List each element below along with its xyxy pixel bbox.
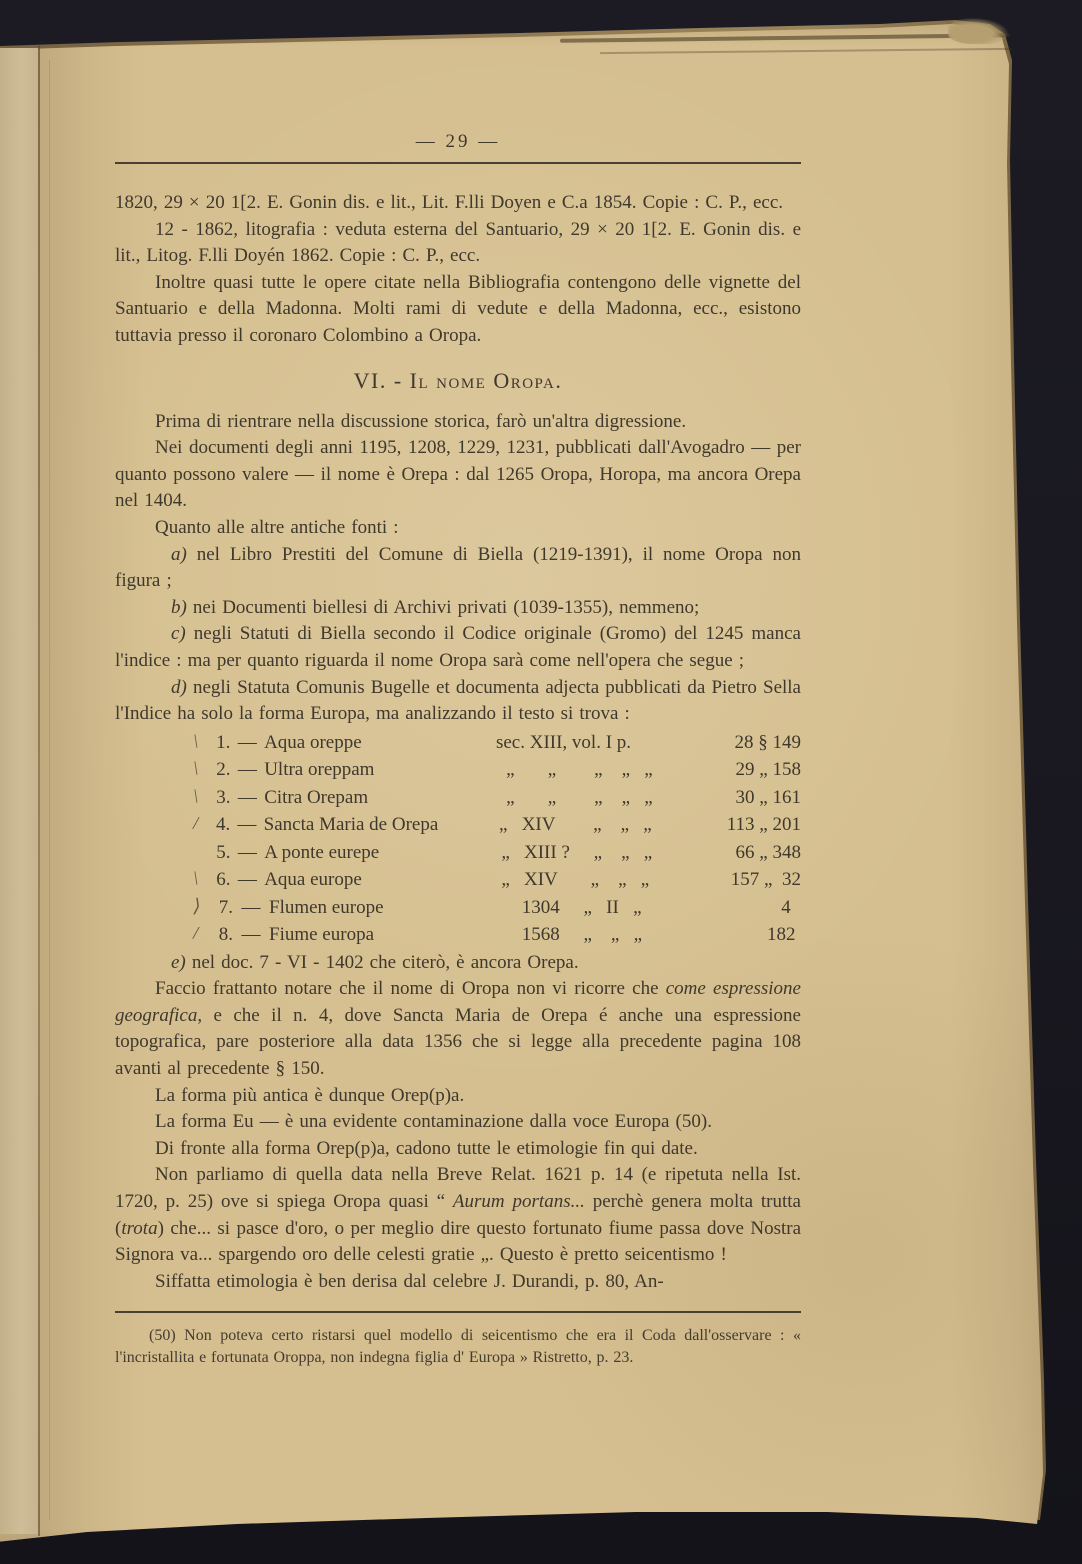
citation-row	[193, 784, 801, 812]
row-name: Sancta Maria de Orepa	[263, 814, 439, 836]
item-text: nel Libro Prestiti del Comune di Biella (1219-1391), il nome Oropa non figura ;	[115, 543, 801, 592]
item-letter: d)	[171, 676, 187, 698]
rough-page-corner	[948, 18, 1008, 44]
citation-row	[193, 839, 801, 867]
row-dash: —	[241, 924, 261, 946]
item-text: negli Statuti di Biella secondo il Codice originale (Gromo) del 1245 manca l'indice : ma per quanto riguarda il nome Oropa sarà come nell'opera che segue ;	[115, 623, 801, 671]
text-segment: perchè genera molta trutta (	[115, 1191, 801, 1239]
text-segment: Non parliamo di quella data nella Breve Relat. 1621 p. 14 (e ripetuta nella Ist. 1720, p. 25) ove si spiega Oropa quasi “	[115, 1164, 801, 1213]
row-dash: —	[237, 759, 257, 781]
citation-row	[193, 729, 801, 757]
row-reference: sec. XIII, vol. I p.	[495, 731, 632, 753]
row-pages: 157 „ 32	[730, 869, 801, 891]
binding-crease-faint	[49, 60, 50, 1520]
row-number: 6.	[216, 869, 231, 891]
row-number: 2.	[216, 759, 231, 781]
pen-mark: ⟩	[191, 895, 203, 918]
row-name: Ultra oreppam	[264, 759, 375, 781]
paragraph: Nei documenti degli anni 1195, 1208, 1229, 1231, pubblicati dall'Avogadro — per quanto possono valere — il nome è Orepa : dal 1265 Oropa, Horopa, ma ancora Orepa nel 1404.	[115, 437, 801, 512]
pen-mark: \	[191, 785, 201, 808]
citation-list	[193, 729, 801, 949]
row-dash: —	[237, 841, 257, 863]
row-dash: —	[237, 869, 257, 891]
italic-segment: come espressione geografica	[115, 978, 801, 1026]
header-rule	[115, 162, 801, 164]
pen-mark: \	[191, 868, 201, 890]
text-segment: ) che... si pasce d'oro, o per meglio dire questo fortunato fiume passa dove Nostra Signora va... spargendo oro delle celesti gratie „. Questo è pretto seicentismo !	[115, 1217, 801, 1266]
row-pages: 113 „ 201	[726, 814, 801, 836]
body-text	[115, 190, 801, 1295]
paragraph	[115, 1162, 801, 1268]
paragraph: La forma Eu — è una evidente contaminazione dalla voce Europa (50).	[155, 1111, 712, 1133]
row-reference: 1304 „ II „	[517, 896, 642, 918]
item-text: negli Statuta Comunis Bugelle et documenta adjecta pubblicati da Pietro Sella l'Indice ha solo la forma Europa, ma analizzando il testo si trova :	[115, 676, 801, 725]
pen-mark: /	[191, 813, 201, 835]
pen-mark: \	[191, 758, 201, 780]
footnote-text: (50) Non poteva certo ristarsi quel modello di seicentismo che era il Coda dall'osservare : « l'incristallita e fortunata Oroppa, non indegna figlia d' Europa » Ristretto, p. 23.	[115, 1327, 801, 1366]
row-number: 1.	[216, 731, 231, 753]
list-item-d	[115, 675, 801, 728]
item-letter: e)	[171, 951, 186, 973]
page-number: — 29 —	[415, 131, 501, 152]
row-name: Fiume europa	[269, 924, 375, 946]
paragraph	[115, 976, 801, 1082]
pen-mark: \	[191, 730, 201, 753]
row-pages: 28 § 149	[729, 731, 801, 753]
footnote	[115, 1325, 801, 1368]
citation-row	[193, 921, 801, 949]
row-name: Flumen europe	[269, 896, 384, 918]
list-item-c	[115, 621, 801, 674]
list-item-e	[115, 950, 801, 977]
list-item-b	[115, 595, 801, 622]
pen-mark: /	[191, 922, 201, 945]
citation-row	[193, 811, 801, 839]
paragraph: Inoltre quasi tutte le opere citate nella Bibliografia contengono delle vignette del Santuario e della Madonna. Molti rami di vedute e della Madonna, ecc., esistono tuttavia presso il coronaro Colombino a Oropa.	[115, 271, 801, 346]
underlying-page-edge	[0, 48, 38, 1534]
binding-crease	[38, 46, 40, 1536]
page-content	[115, 130, 801, 1368]
row-dash: —	[237, 786, 257, 808]
row-dash: —	[237, 731, 257, 753]
citation-row	[193, 894, 801, 922]
row-pages: 30 „ 161	[730, 786, 801, 808]
row-pages: 4	[767, 896, 791, 918]
paragraph: 12 - 1862, litografia : veduta esterna del Santuario, 29 × 20 1[2. E. Gonin dis. e lit., Litog. F.lli Doyén 1862. Copie : C. P., ecc.	[115, 218, 801, 267]
row-reference: „ XIV „ „ „	[494, 814, 652, 836]
paragraph: La forma più antica è dunque Orep(p)a.	[155, 1084, 465, 1106]
item-text: nei Documenti biellesi di Archivi privati (1039-1355), nemmeno;	[186, 596, 700, 618]
paragraph: Quanto alle altre antiche fonti :	[155, 516, 399, 538]
item-text: nel doc. 7 - VI - 1402 che citerò, è ancora Orepa.	[185, 951, 579, 973]
text-segment: , e che il n. 4, dove Sancta Maria de Orepa é anche una espressione topografica, pare posteriore alla data 1356 che si legge alla precedente pagina 108 avanti al precedente § 150.	[115, 1004, 801, 1080]
row-pages: 29 „ 158	[730, 759, 801, 781]
text-segment: Faccio frattanto notare che il nome di Oropa non vi ricorre che	[155, 978, 666, 1000]
italic-segment: Aurum portans...	[452, 1191, 585, 1213]
item-letter: a)	[171, 543, 187, 565]
row-name: Aqua europe	[264, 869, 362, 891]
row-reference: „ „ „ „ „	[496, 786, 653, 808]
section-heading: VI. - Il nome Oropa.	[353, 367, 563, 393]
italic-segment: trota	[121, 1217, 158, 1239]
row-name: Citra Orepam	[264, 786, 369, 808]
row-dash: —	[241, 896, 261, 918]
row-dash: —	[237, 814, 257, 836]
row-reference: 1568 „ „ „	[517, 924, 643, 946]
row-number: 8.	[218, 924, 233, 946]
row-pages: 182	[767, 924, 796, 946]
footnote-rule	[115, 1311, 801, 1313]
item-letter: c)	[171, 623, 186, 645]
paragraph-continuation: 1820, 29 × 20 1[2. E. Gonin dis. e lit., Lit. F.lli Doyen e C.a 1854. Copie : C. P., ecc.	[115, 192, 784, 213]
item-letter: b)	[171, 596, 187, 618]
row-reference: „ XIII ? „ „ „	[496, 841, 653, 863]
row-reference: „ „ „ „ „	[496, 759, 653, 781]
paragraph: Prima di rientrare nella discussione storica, farò un'altra digressione.	[155, 410, 687, 432]
paragraph: Siffatta etimologia è ben derisa dal celebre J. Durandi, p. 80, An-	[155, 1270, 664, 1292]
row-number: 3.	[216, 786, 231, 808]
row-name: A ponte eurepe	[264, 841, 380, 863]
row-name: Aqua oreppe	[264, 731, 362, 753]
row-pages: 66 „ 348	[730, 841, 801, 863]
row-reference: „ XIV „ „ „	[496, 869, 650, 891]
citation-row	[193, 756, 801, 784]
row-number: 4.	[215, 814, 231, 836]
list-item-a	[115, 542, 801, 595]
row-number: 7.	[218, 896, 233, 918]
row-number: 5.	[216, 841, 231, 863]
citation-row	[193, 866, 801, 894]
paragraph: Di fronte alla forma Orep(p)a, cadono tutte le etimologie fin qui date.	[155, 1137, 698, 1159]
